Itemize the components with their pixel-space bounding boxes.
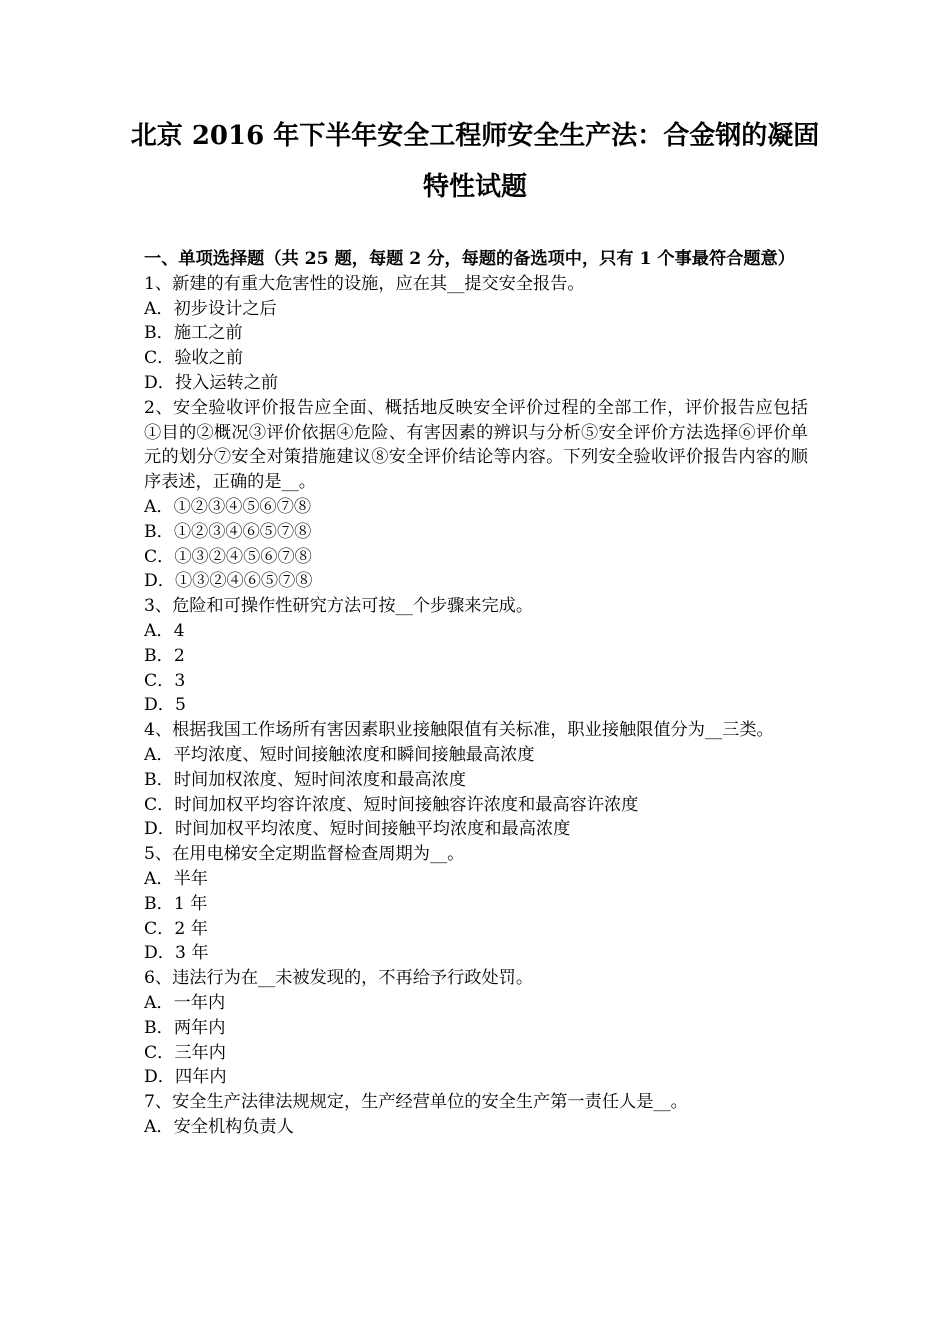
question-text: 3、危险和可操作性研究方法可按__个步骤来完成。: [144, 596, 534, 617]
question-text: 5、在用电梯安全定期监督检查周期为__。: [144, 844, 465, 865]
option-b: B．1 年: [144, 893, 208, 914]
question-5: [144, 842, 808, 966]
option-b: B．①②③④⑥⑤⑦⑧: [144, 521, 312, 542]
question-text: 4、根据我国工作场所有害因素职业接触限值有关标准，职业接触限值分为__三类。: [144, 720, 774, 741]
option-b: B．两年内: [144, 1017, 226, 1038]
document-body: [144, 247, 808, 1140]
option-b: B．施工之前: [144, 323, 243, 344]
option-c: C．2 年: [144, 918, 208, 939]
option-b: B．时间加权浓度、短时间浓度和最高浓度: [144, 769, 467, 790]
question-6: [144, 966, 808, 1090]
option-a: A．一年内: [144, 992, 226, 1013]
option-b: B．2: [144, 645, 185, 666]
option-a: A．4: [144, 620, 185, 641]
question-text: 2、安全验收评价报告应全面、概括地反映安全评价过程的全部工作，评价报告应包括①目的②概况③评价依据④危险、有害因素的辨识与分析⑤安全评价方法选择⑥评价单元的划分⑦安全对策措施建议⑧安全评价结论等内容。下列安全验收评价报告内容的顺序表述，正确的是__。: [144, 397, 808, 493]
question-7: [144, 1090, 808, 1140]
option-d: D．投入运转之前: [144, 372, 279, 393]
option-d: D．①③②④⑥⑤⑦⑧: [144, 571, 313, 592]
option-c: C．三年内: [144, 1042, 226, 1063]
option-a: A．初步设计之后: [144, 298, 277, 319]
option-d: D．四年内: [144, 1067, 227, 1088]
option-a: A．①②③④⑤⑥⑦⑧: [144, 496, 312, 517]
document-title-line-1: 北京 2016 年下半年安全工程师安全生产法：合金钢的凝固: [130, 121, 820, 151]
question-3: [144, 594, 808, 718]
option-d: D．时间加权平均浓度、短时间接触平均浓度和最高浓度: [144, 819, 571, 840]
question-text: 7、安全生产法律法规规定，生产经营单位的安全生产第一责任人是__。: [144, 1092, 688, 1113]
question-4: [144, 718, 808, 842]
option-a: A．安全机构负责人: [144, 1116, 294, 1137]
option-d: D．3 年: [144, 943, 209, 964]
option-d: D．5: [144, 695, 186, 716]
option-c: C．时间加权平均容许浓度、短时间接触容许浓度和最高容许浓度: [144, 794, 639, 815]
option-a: A．半年: [144, 868, 208, 889]
question-1: [144, 272, 808, 396]
document-title-line-2: 特性试题: [422, 172, 527, 202]
question-2: [144, 396, 808, 594]
option-a: A．平均浓度、短时间接触浓度和瞬间接触最高浓度: [144, 744, 535, 765]
question-text: 1、新建的有重大危害性的设施，应在其__提交安全报告。: [144, 273, 585, 294]
question-text: 6、违法行为在__未被发现的，不再给予行政处罚。: [144, 968, 534, 989]
section-heading: 一、单项选择题（共 25 题，每题 2 分，每题的备选项中，只有 1 个事最符合题意）: [144, 249, 795, 269]
option-c: C．①③②④⑤⑥⑦⑧: [144, 546, 312, 567]
option-c: C．3: [144, 670, 186, 691]
option-c: C．验收之前: [144, 348, 244, 369]
